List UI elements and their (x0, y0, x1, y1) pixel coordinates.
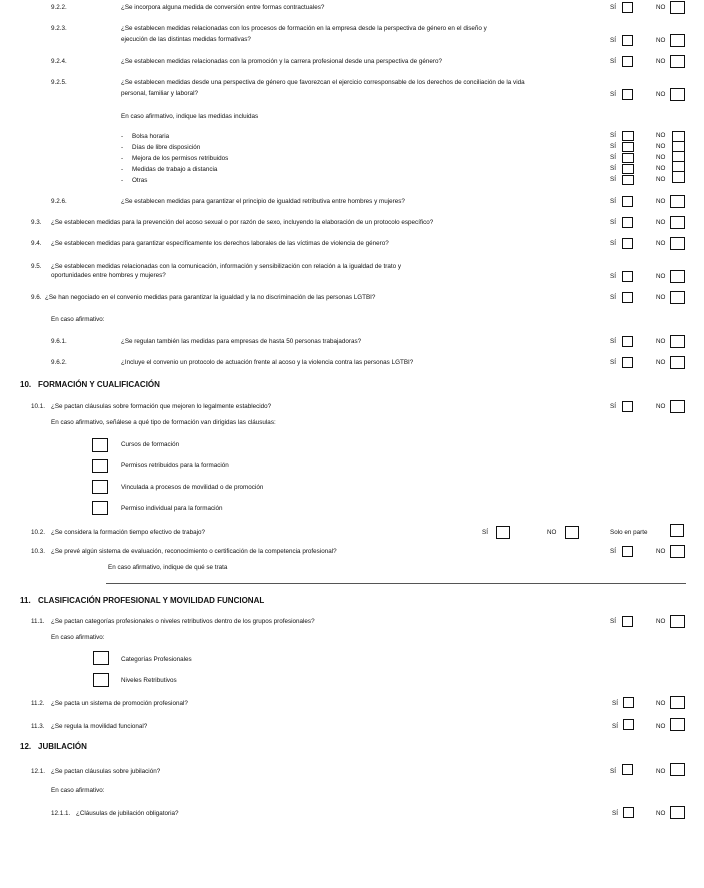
no-label: NO (656, 4, 666, 11)
no-label: NO (656, 338, 666, 345)
yes-checkbox[interactable] (622, 616, 633, 627)
question-text: ¿Se prevé algún sistema de evaluación, reconocimiento o certificación de la competencia profesional? (51, 548, 337, 555)
question-text: ¿Se pactan categorías profesionales o niveles retributivos dentro de los grupos profesionales? (51, 618, 315, 625)
question-text: ¿Se incorpora alguna medida de conversión entre formas contractuales? (121, 4, 325, 11)
yes-checkbox[interactable] (622, 35, 633, 46)
yes-checkbox[interactable] (623, 807, 634, 818)
no-label: NO (656, 359, 666, 366)
no-label: NO (547, 529, 557, 536)
training-type-checkbox[interactable] (92, 438, 108, 452)
training-type-label: Vinculada a procesos de movilidad o de promoción (121, 484, 264, 491)
section-title: FORMACIÓN Y CUALIFICACIÓN (38, 380, 160, 389)
list-bullet: - (121, 144, 124, 151)
classification-label: Niveles Retributivos (121, 677, 177, 684)
no-label: NO (656, 58, 666, 65)
no-label: NO (656, 294, 666, 301)
no-label: NO (656, 198, 666, 205)
followup-text: En caso afirmativo, indique de qué se trata (108, 564, 228, 571)
yes-label: SÍ (610, 273, 616, 280)
list-bullet: - (121, 177, 124, 184)
list-bullet: - (121, 133, 124, 140)
yes-label: SÍ (610, 548, 616, 555)
followup-text: En caso afirmativo: (51, 316, 105, 323)
yes-checkbox[interactable] (622, 175, 634, 185)
yes-checkbox[interactable] (622, 89, 633, 100)
classification-checkbox[interactable] (93, 651, 109, 665)
question-number: 9.4. (31, 240, 42, 247)
question-text: oportunidades entre hombres y mujeres? (51, 272, 166, 279)
no-checkbox[interactable] (670, 356, 685, 369)
no-label: NO (656, 723, 666, 730)
question-number: 9.2.5. (51, 79, 67, 86)
question-text: ¿Se han negociado en el convenio medidas para garantizar la igualdad y la no discriminación de las personas LGTBI? (45, 294, 376, 301)
no-checkbox[interactable] (670, 718, 685, 731)
question-number: 9.5. (31, 263, 42, 270)
yes-label: SÍ (610, 294, 616, 301)
yes-label: SÍ (612, 810, 618, 817)
yes-checkbox[interactable] (622, 546, 633, 557)
question-number: 12.1. (31, 768, 46, 775)
yes-label: SÍ (610, 154, 616, 161)
question-number: 10.1. (31, 403, 46, 410)
yes-label: SÍ (612, 700, 618, 707)
no-checkbox[interactable] (670, 216, 685, 229)
section-number: 11. (20, 596, 31, 605)
yes-label: SÍ (610, 618, 616, 625)
question-number: 9.3. (31, 219, 42, 226)
training-type-checkbox[interactable] (92, 459, 108, 473)
question-number: 9.6.1. (51, 338, 67, 345)
question-text: personal, familiar y laboral? (121, 90, 198, 97)
yes-checkbox[interactable] (622, 142, 634, 152)
question-number: 11.1. (31, 618, 45, 625)
followup-text: En caso afirmativo, señálese a qué tipo de formación van dirigidas las cláusulas: (51, 419, 276, 426)
yes-checkbox[interactable] (622, 2, 633, 13)
yes-checkbox[interactable] (622, 401, 633, 412)
no-checkbox[interactable] (673, 132, 684, 142)
question-number: 12.1.1. (51, 810, 71, 817)
section-title: JUBILACIÓN (38, 742, 87, 751)
followup-text: En caso afirmativo: (51, 787, 105, 794)
yes-checkbox[interactable] (622, 164, 634, 174)
yes-label: SÍ (610, 91, 616, 98)
training-type-label: Permiso individual para la formación (121, 505, 223, 512)
yes-label: SÍ (610, 198, 616, 205)
yes-checkbox[interactable] (622, 336, 633, 347)
followup-text: En caso afirmativo, indique las medidas incluidas (121, 113, 259, 120)
question-text: ¿Se pacta un sistema de promoción profesional? (51, 700, 188, 707)
question-text: ¿Se establecen medidas para la prevención del acoso sexual o por razón de sexo, incluyendo la elaboración de un protocolo específico? (51, 219, 434, 226)
no-checkbox[interactable] (670, 291, 685, 304)
list-bullet: - (121, 155, 124, 162)
no-checkbox[interactable] (673, 172, 684, 182)
no-label: NO (656, 154, 666, 161)
question-text: ¿Se regulan también las medidas para empresas de hasta 50 personas trabajadoras? (121, 338, 362, 345)
partial-checkbox[interactable] (670, 524, 684, 537)
question-number: 9.6.2. (51, 359, 67, 366)
no-label: NO (656, 91, 666, 98)
no-label: NO (656, 132, 666, 139)
no-label: NO (656, 176, 666, 183)
no-checkbox[interactable] (670, 696, 685, 709)
section-title: CLASIFICACIÓN PROFESIONAL Y MOVILIDAD FUNCIONAL (38, 596, 265, 605)
no-label: NO (656, 240, 666, 247)
no-checkbox[interactable] (670, 400, 685, 413)
yes-label: SÍ (610, 132, 616, 139)
question-number: 9.6. (31, 294, 42, 301)
question-text: ¿Cláusulas de jubilación obligatoria? (76, 810, 179, 817)
yes-label: SÍ (610, 143, 616, 150)
question-text: ¿Se pactan cláusulas sobre jubilación? (51, 768, 161, 775)
list-item: Otras (132, 177, 148, 184)
question-text: ¿Incluye el convenio un protocolo de actuación frente al acoso y la violencia contra las personas LGTBI? (121, 359, 414, 366)
list-item: Mejora de los permisos retribuidos (132, 155, 229, 162)
question-text: ¿Se considera la formación tiempo efectivo de trabajo? (51, 529, 206, 536)
question-text: ¿Se establecen medidas relacionadas con los procesos de formación en la empresa desde la perspectiva de género en el diseño y (121, 25, 487, 32)
followup-text: En caso afirmativo: (51, 634, 105, 641)
question-number: 11.3. (31, 723, 45, 730)
no-checkbox[interactable] (565, 526, 579, 539)
yes-checkbox[interactable] (496, 526, 510, 539)
training-type-checkbox[interactable] (92, 501, 108, 515)
question-text: ¿Se establecen medidas relacionadas con la promoción y la carrera profesional desde una perspectiva de género? (121, 58, 442, 65)
yes-checkbox[interactable] (622, 56, 633, 67)
yes-checkbox[interactable] (622, 153, 634, 163)
question-text: ¿Se establecen medidas relacionadas con la comunicación, información y sensibilización con relación a la igualdad de trato y (51, 263, 402, 270)
classification-label: Categorías Profesionales (121, 656, 192, 663)
no-checkbox[interactable] (673, 152, 684, 162)
yes-label: SÍ (610, 338, 616, 345)
yes-label: SÍ (612, 723, 618, 730)
no-label: NO (656, 810, 666, 817)
no-checkbox[interactable] (670, 335, 685, 348)
question-text: ¿Se establecen medidas para garantizar específicamente los derechos laborales de las víctimas de violencia de género? (51, 240, 389, 247)
question-number: 11.2. (31, 700, 45, 707)
yes-label: SÍ (610, 768, 616, 775)
list-item: Bolsa horaria (132, 133, 170, 140)
list-item: Medidas de trabajo a distancia (132, 166, 218, 173)
list-item: Días de libre disposición (132, 144, 201, 151)
yes-label: SÍ (610, 176, 616, 183)
no-checkbox[interactable] (670, 34, 685, 47)
no-label: NO (656, 768, 666, 775)
training-type-checkbox[interactable] (92, 480, 108, 494)
no-label: NO (656, 273, 666, 280)
no-label: NO (656, 700, 666, 707)
yes-label: SÍ (610, 4, 616, 11)
yes-label: SÍ (610, 359, 616, 366)
no-checkbox[interactable] (670, 237, 685, 250)
no-label: NO (656, 219, 666, 226)
yes-label: SÍ (610, 165, 616, 172)
yes-checkbox[interactable] (623, 719, 634, 730)
question-number: 10.2. (31, 529, 46, 536)
no-label: NO (656, 143, 666, 150)
yes-checkbox[interactable] (622, 357, 633, 368)
question-text: ¿Se establecen medidas desde una perspectiva de género que favorezcan el ejercicio corresponsable de los derechos de conciliación de la vida (121, 79, 525, 86)
yes-label: SÍ (482, 529, 488, 536)
question-number: 9.2.4. (51, 58, 67, 65)
no-checkbox[interactable] (670, 88, 685, 101)
no-checkbox[interactable] (673, 142, 684, 152)
no-checkbox-group (672, 131, 685, 183)
no-label: NO (656, 165, 666, 172)
question-number: 9.2.3. (51, 25, 67, 32)
training-type-label: Permisos retribuidos para la formación (121, 462, 229, 469)
no-label: NO (656, 403, 666, 410)
yes-checkbox[interactable] (622, 196, 633, 207)
partial-label: Solo en parte (610, 529, 648, 536)
yes-checkbox[interactable] (622, 764, 633, 775)
no-checkbox[interactable] (670, 615, 685, 628)
yes-checkbox[interactable] (623, 697, 634, 708)
yes-checkbox[interactable] (622, 131, 634, 141)
no-checkbox[interactable] (670, 763, 685, 776)
no-checkbox[interactable] (670, 195, 685, 208)
yes-checkbox[interactable] (622, 271, 633, 282)
question-text: ¿Se pactan cláusulas sobre formación que mejoren lo legalmente establecido? (51, 403, 272, 410)
question-number: 9.2.6. (51, 198, 67, 205)
no-checkbox[interactable] (670, 1, 685, 14)
list-bullet: - (121, 166, 124, 173)
yes-label: SÍ (610, 58, 616, 65)
no-label: NO (656, 618, 666, 625)
yes-label: SÍ (610, 240, 616, 247)
no-label: NO (656, 37, 666, 44)
no-checkbox[interactable] (670, 545, 685, 558)
no-checkbox[interactable] (670, 806, 685, 819)
yes-label: SÍ (610, 37, 616, 44)
question-text: ¿Se regula la movilidad funcional? (51, 723, 148, 730)
no-checkbox[interactable] (670, 270, 685, 283)
answer-line[interactable] (106, 583, 686, 584)
question-number: 10.3. (31, 548, 46, 555)
yes-label: SÍ (610, 403, 616, 410)
no-label: NO (656, 548, 666, 555)
classification-checkbox[interactable] (93, 673, 109, 687)
question-text: ejecución de las distintas medidas formativas? (121, 36, 251, 43)
section-number: 10. (20, 380, 32, 389)
no-checkbox[interactable] (670, 55, 685, 68)
no-checkbox[interactable] (673, 162, 684, 172)
training-type-label: Cursos de formación (121, 441, 180, 448)
question-number: 9.2.2. (51, 4, 67, 11)
yes-checkbox[interactable] (622, 292, 633, 303)
section-number: 12. (20, 742, 32, 751)
yes-checkbox[interactable] (622, 217, 633, 228)
question-text: ¿Se establecen medidas para garantizar el principio de igualdad retributiva entre hombres y mujeres? (121, 198, 405, 205)
yes-checkbox[interactable] (622, 238, 633, 249)
yes-label: SÍ (610, 219, 616, 226)
